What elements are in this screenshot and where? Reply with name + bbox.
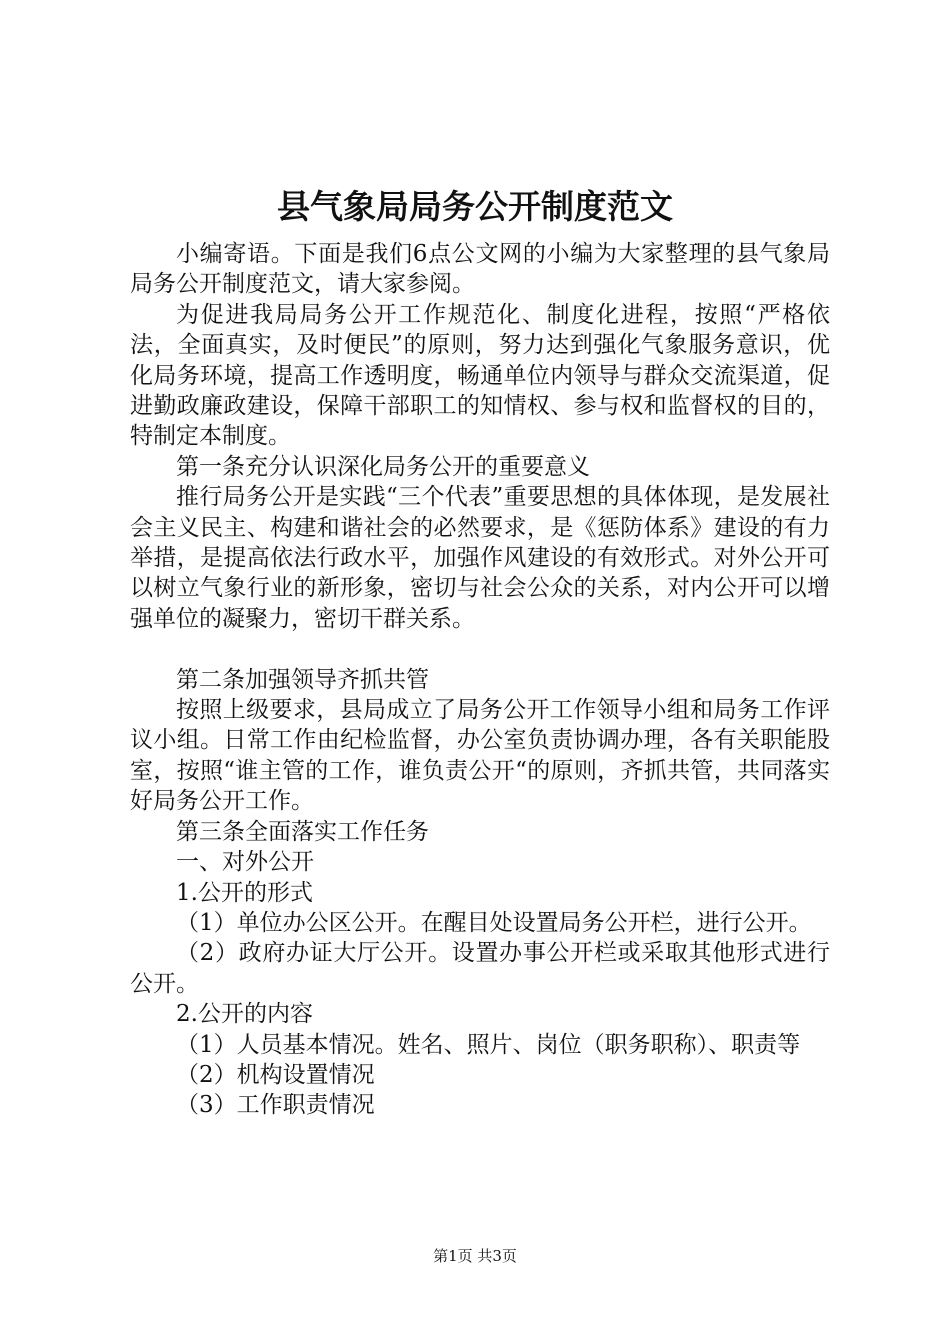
paragraph-article-2: 按照上级要求，县局成立了局务公开工作领导小组和局务工作评议小组。日常工作由纪检监督，办公室负责协调办理，各有关职能股室，按照“谁主管的工作，谁负责公开“的原则，齐抓共管，共同落实好局务公开工作。: [130, 697, 830, 815]
article-3-heading: 第三条全面落实工作任务: [176, 818, 429, 845]
list-item-personnel: （1）人员基本情况。姓名、照片、岗位（职务职称）、职责等: [176, 1031, 801, 1058]
article-1-heading: 第一条充分认识深化局务公开的重要意义: [176, 453, 590, 480]
list-item-duties: （3）工作职责情况: [176, 1092, 375, 1119]
paragraph-article-1: 推行局务公开是实践“三个代表”重要思想的具体体现，是发展社会主义民主、构建和谐社会的必然要求，是《惩防体系》建设的有力举措，是提高依法行政水平，加强作风建设的有效形式。对外公开可以树立气象行业的新形象，密切与社会公众的关系，对内公开可以增强单位的凝聚力，密切干群关系。: [130, 484, 830, 632]
document-title: 县气象局局务公开制度范文: [277, 187, 673, 226]
paragraph-spacer: [130, 634, 830, 664]
document-body: [130, 239, 830, 1121]
list-item-service-hall: （2）政府办证大厅公开。设置办事公开栏或采取其他形式进行公开。: [130, 940, 830, 997]
list-item-organization: （2）机构设置情况: [176, 1061, 375, 1088]
section-external-disclosure: 一、对外公开: [176, 849, 314, 876]
list-item-office-area: （1）单位办公区公开。在醒目处设置局务公开栏，进行公开。: [176, 909, 812, 936]
page-number-footer: 第1页 共3页: [433, 1247, 517, 1265]
paragraph-purpose: 为促进我局局务公开工作规范化、制度化进程，按照“严格依法，全面真实，及时便民”的原则，努力达到强化气象服务意识，优化局务环境，提高工作透明度，畅通单位内领导与群众交流渠道，促进勤政廉政建设，保障干部职工的知情权、参与权和监督权的目的，特制定本制度。: [130, 301, 830, 450]
article-2-heading: 第二条加强领导齐抓共管: [176, 666, 429, 693]
paragraph-intro: 小编寄语。下面是我们6点公文网的小编为大家整理的县气象局局务公开制度范文，请大家参阅。: [130, 241, 830, 298]
subsection-disclosure-form: 1.公开的形式: [176, 879, 313, 906]
subsection-disclosure-content: 2.公开的内容: [176, 1001, 313, 1028]
